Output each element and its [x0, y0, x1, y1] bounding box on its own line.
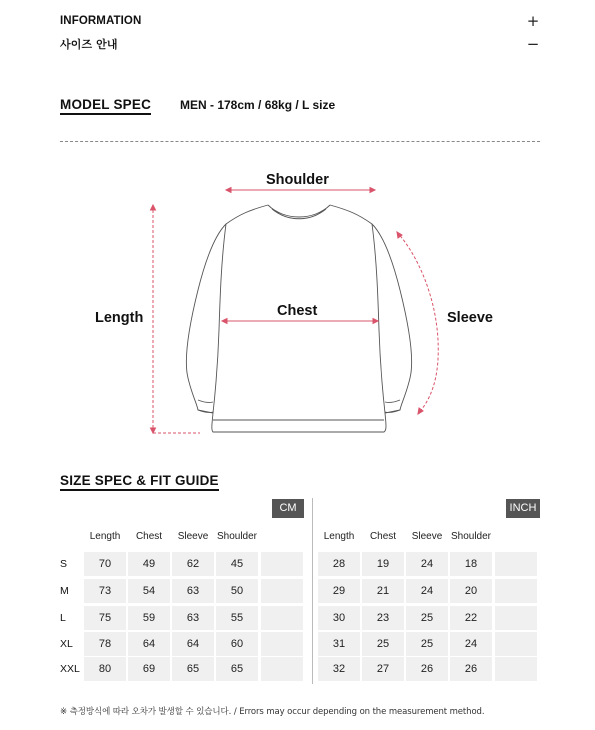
size-spec-title: SIZE SPEC & FIT GUIDE	[60, 473, 219, 491]
inch-cell: 24	[406, 552, 448, 576]
inch-cell: 30	[318, 606, 360, 630]
cm-cell: 50	[216, 579, 258, 603]
inch-empty-cell	[495, 579, 537, 603]
left-sleeve-seam	[213, 224, 226, 413]
inch-empty-cell	[495, 552, 537, 576]
cm-cell: 73	[84, 579, 126, 603]
cm-cell: 49	[128, 552, 170, 576]
size-row-label: L	[60, 612, 66, 624]
size-row-label: S	[60, 558, 68, 570]
expand-plus-icon[interactable]: +	[526, 12, 540, 30]
inch-cell: 26	[450, 657, 492, 681]
measurement-footnote: ※ 측정방식에 따라 오차가 발생할 수 있습니다. / Errors may occur depending on the measurement method.	[60, 707, 485, 717]
cm-cell: 59	[128, 606, 170, 630]
inch-column-header: Sleeve	[411, 531, 443, 542]
cm-cell: 65	[216, 657, 258, 681]
inch-column-header: Shoulder	[450, 531, 492, 542]
cm-cell: 63	[172, 579, 214, 603]
sleeve-label: Sleeve	[447, 310, 493, 326]
cm-column-header: Length	[89, 531, 121, 542]
cm-cell: 69	[128, 657, 170, 681]
size-row-label: XXL	[60, 663, 80, 675]
size-guide-label: 사이즈 안내	[60, 38, 118, 51]
shoulder-label: Shoulder	[266, 172, 329, 188]
model-spec-title: MODEL SPEC	[60, 97, 151, 115]
cm-empty-cell	[261, 579, 303, 603]
cm-cell: 60	[216, 632, 258, 656]
cm-cell: 63	[172, 606, 214, 630]
inch-cell: 25	[406, 632, 448, 656]
size-row-label: XL	[60, 638, 73, 650]
right-cuff	[385, 400, 400, 412]
inch-empty-cell	[495, 606, 537, 630]
cm-column-header: Shoulder	[216, 531, 258, 542]
cm-empty-cell	[261, 552, 303, 576]
cm-cell: 54	[128, 579, 170, 603]
collapse-minus-icon[interactable]: −	[526, 35, 540, 53]
cm-column-header: Sleeve	[177, 531, 209, 542]
cm-empty-cell	[261, 606, 303, 630]
inch-cell: 32	[318, 657, 360, 681]
left-cuff	[198, 400, 213, 412]
cm-cell: 70	[84, 552, 126, 576]
cm-badge: CM	[272, 499, 304, 518]
length-label: Length	[95, 310, 144, 326]
inch-column-header: Length	[323, 531, 355, 542]
inch-cell: 26	[406, 657, 448, 681]
inch-cell: 24	[450, 632, 492, 656]
table-divider	[312, 498, 313, 684]
inch-cell: 24	[406, 579, 448, 603]
size-row-label: M	[60, 585, 69, 597]
inch-cell: 28	[318, 552, 360, 576]
inch-cell: 23	[362, 606, 404, 630]
inch-cell: 25	[362, 632, 404, 656]
cm-cell: 64	[172, 632, 214, 656]
cm-cell: 65	[172, 657, 214, 681]
chest-label: Chest	[277, 303, 318, 319]
cm-empty-cell	[261, 632, 303, 656]
inch-empty-cell	[495, 632, 537, 656]
inch-cell: 31	[318, 632, 360, 656]
inch-cell: 29	[318, 579, 360, 603]
inch-cell: 27	[362, 657, 404, 681]
inch-column-header: Chest	[369, 531, 397, 542]
model-spec-info: MEN - 178cm / 68kg / L size	[180, 98, 336, 112]
inch-cell: 25	[406, 606, 448, 630]
cm-empty-cell	[261, 657, 303, 681]
inch-cell: 18	[450, 552, 492, 576]
inch-cell: 20	[450, 579, 492, 603]
cm-cell: 80	[84, 657, 126, 681]
information-label: INFORMATION	[60, 15, 142, 27]
cm-cell: 45	[216, 552, 258, 576]
inch-empty-cell	[495, 657, 537, 681]
cm-cell: 75	[84, 606, 126, 630]
cm-column-header: Chest	[135, 531, 163, 542]
inch-cell: 21	[362, 579, 404, 603]
cm-cell: 55	[216, 606, 258, 630]
collar	[268, 205, 330, 219]
sleeve-measure-line	[397, 232, 438, 414]
cm-cell: 62	[172, 552, 214, 576]
cm-cell: 78	[84, 632, 126, 656]
inch-cell: 22	[450, 606, 492, 630]
inch-cell: 19	[362, 552, 404, 576]
cm-cell: 64	[128, 632, 170, 656]
inch-badge: INCH	[506, 499, 540, 518]
